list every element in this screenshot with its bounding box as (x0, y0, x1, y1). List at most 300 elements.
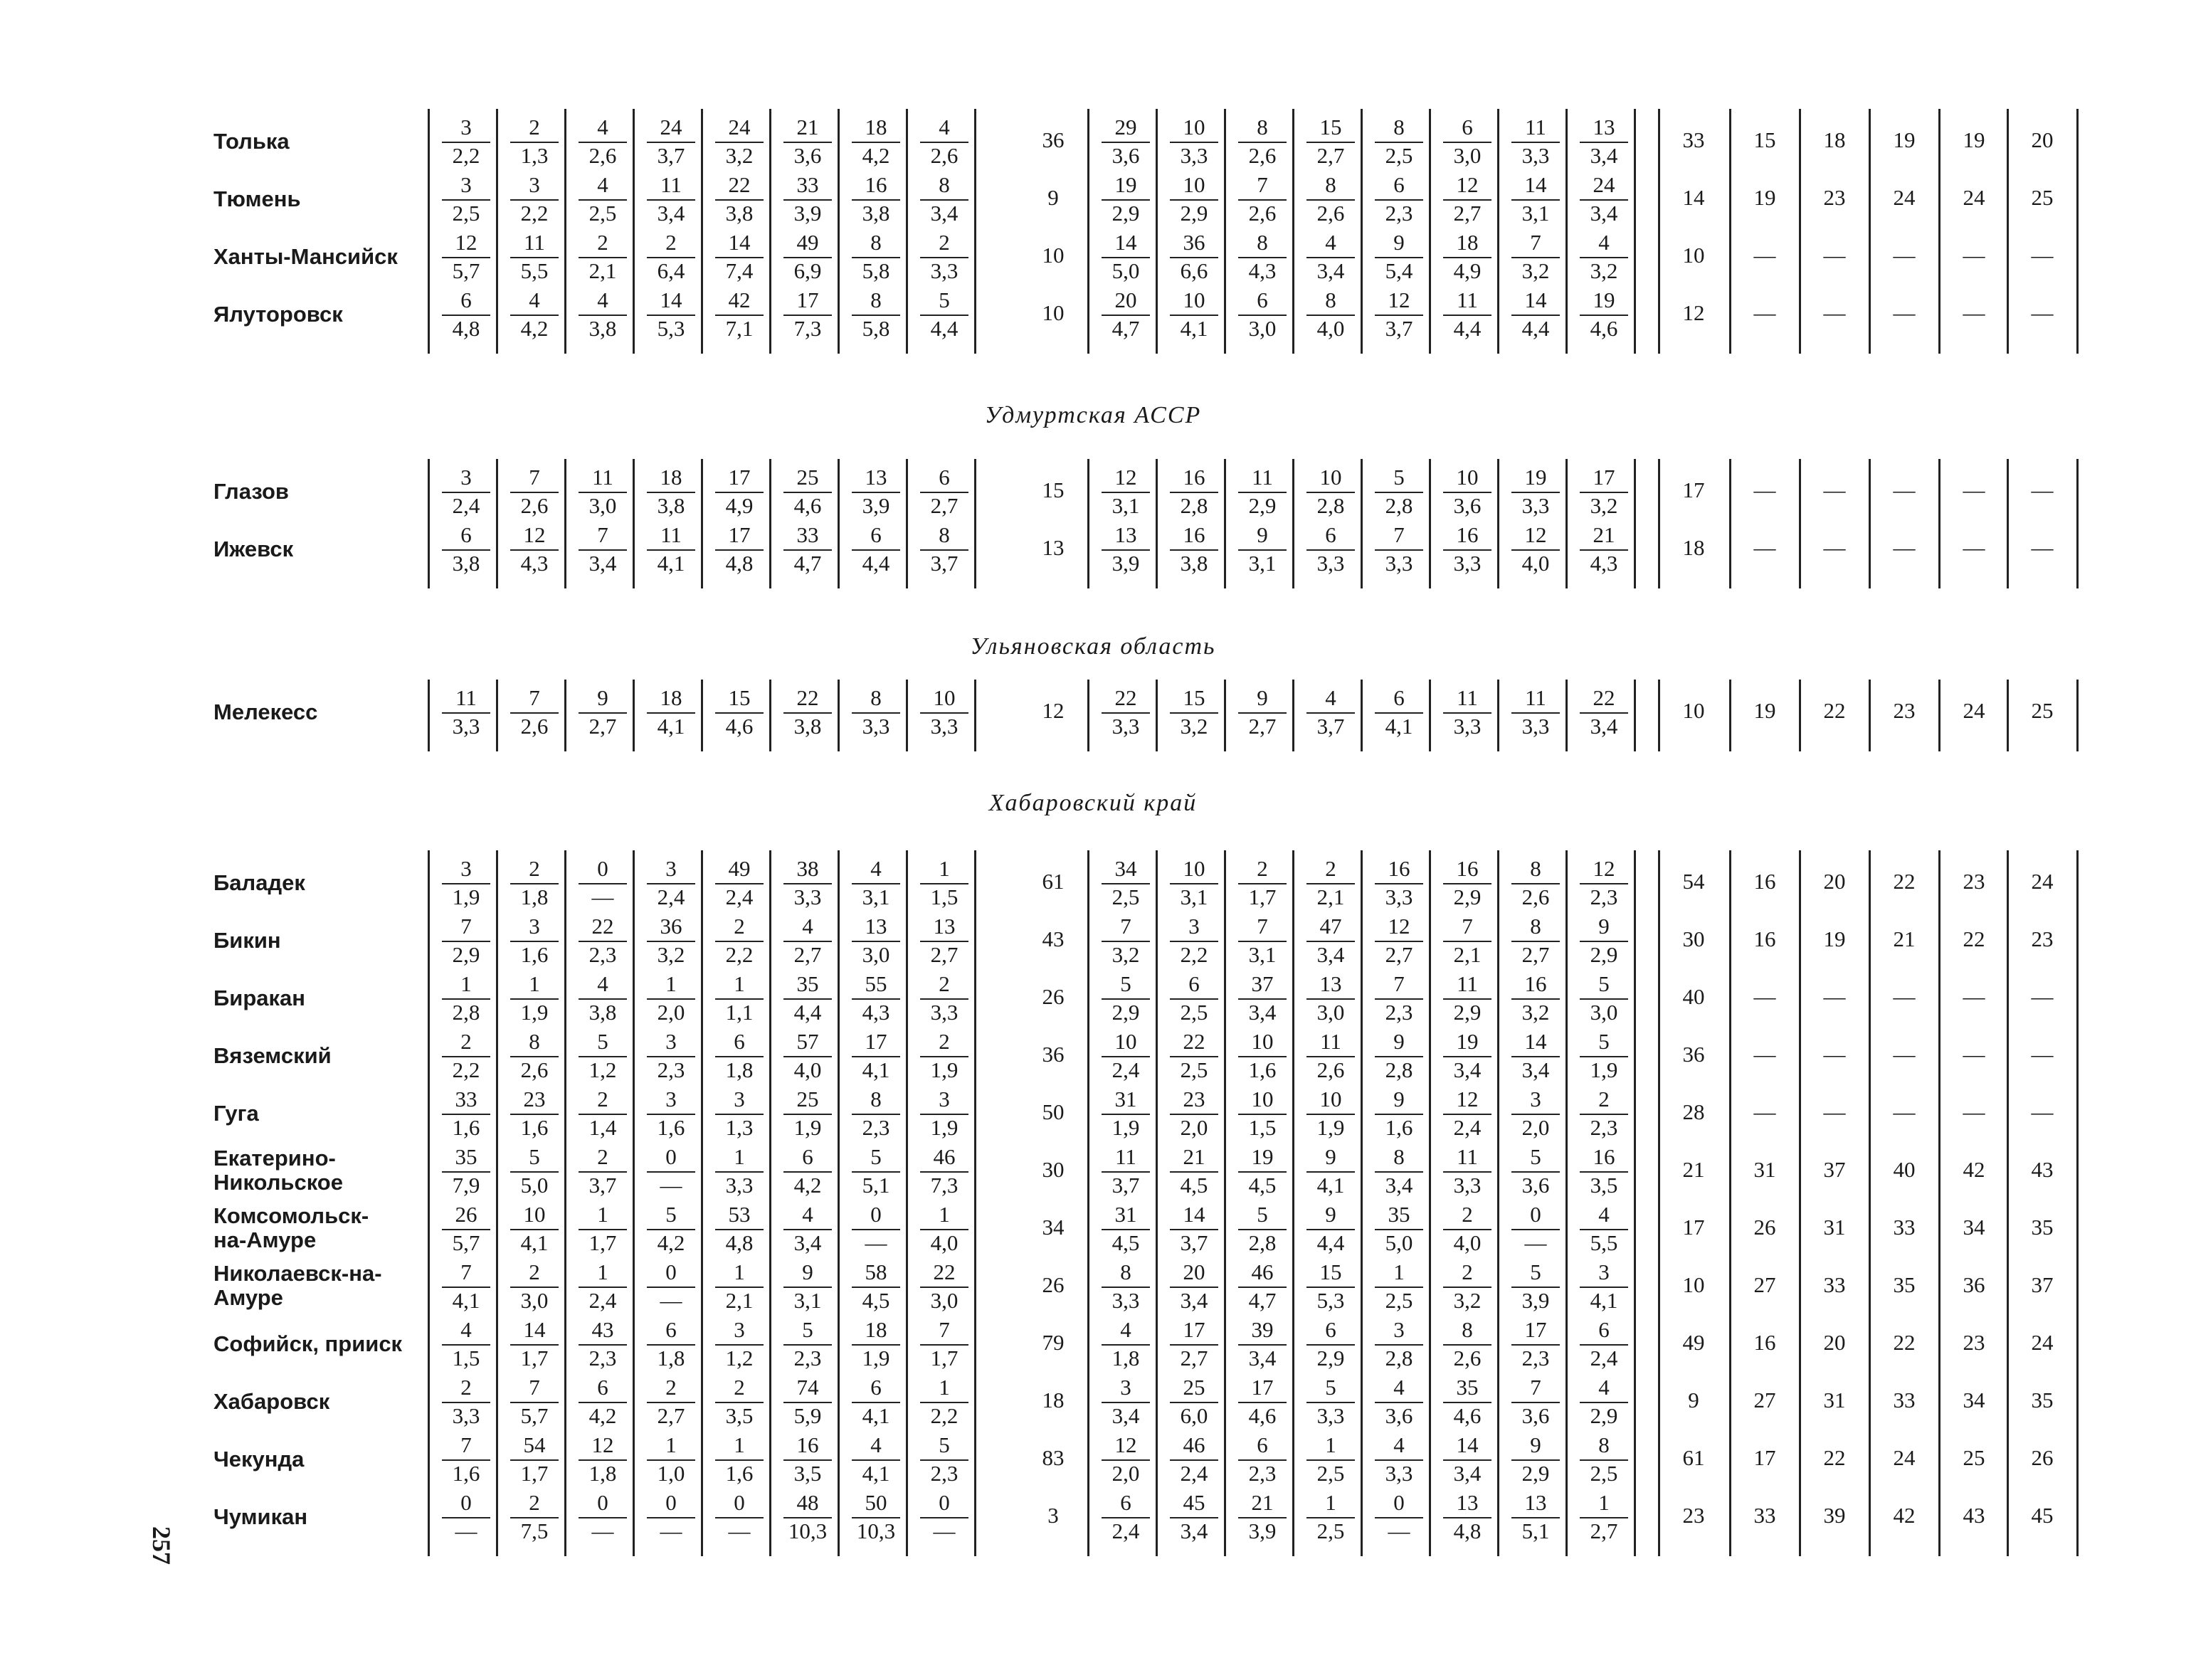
fraction-denominator: 4,5 (1112, 1230, 1140, 1255)
fraction-denominator: 2,7 (1590, 1518, 1618, 1543)
fraction-numerator: 7 (1120, 914, 1131, 939)
fraction-denominator: 1,9 (520, 1000, 549, 1025)
fraction-numerator: 16 (865, 172, 887, 197)
fraction-numerator: 6 (1120, 1490, 1131, 1515)
single-value-cell: 43 (1042, 926, 1065, 951)
fraction-numerator: 6 (1188, 971, 1200, 996)
fraction-denominator: 4,4 (862, 551, 890, 576)
fraction-denominator: 1,9 (1316, 1115, 1345, 1140)
column-rule (1087, 109, 1089, 354)
fraction-denominator: 2,4 (1112, 1057, 1140, 1082)
fraction-numerator: 7 (939, 1317, 950, 1342)
fraction-denominator: 5,7 (452, 258, 480, 283)
fraction-numerator: 12 (1114, 1432, 1137, 1457)
fraction-numerator: 3 (1598, 1259, 1610, 1284)
value-cell: 12 (1682, 300, 1705, 325)
fraction-denominator: 1,9 (793, 1115, 822, 1140)
fraction-denominator: 2,1 (725, 1288, 754, 1313)
fraction-numerator: 58 (865, 1259, 887, 1284)
fraction-numerator: 10 (933, 685, 956, 710)
fraction-numerator: 5 (1325, 1375, 1336, 1400)
value-cell: 20 (1823, 869, 1846, 894)
fraction-numerator: 6 (870, 522, 882, 547)
fraction-denominator: 3,1 (1521, 201, 1550, 226)
fraction-denominator: 3,3 (1521, 143, 1550, 168)
fraction-denominator: 2,4 (725, 884, 754, 909)
fraction-numerator: 7 (1393, 971, 1405, 996)
fraction-denominator: 4,2 (520, 316, 549, 341)
fraction-denominator: 2,6 (1521, 884, 1550, 909)
fraction-denominator: — (660, 1288, 682, 1313)
fraction-numerator: 5 (597, 1029, 608, 1054)
row-label: Хабаровск (213, 1389, 330, 1414)
fraction-numerator: 2 (460, 1029, 472, 1054)
fraction-numerator: 33 (796, 522, 819, 547)
fraction-numerator: 21 (796, 115, 819, 139)
fraction-denominator: 4,3 (520, 551, 549, 576)
fraction-denominator: 1,9 (930, 1057, 959, 1082)
fraction-numerator: 74 (796, 1375, 819, 1400)
fraction-denominator: 1,7 (520, 1461, 549, 1486)
fraction-denominator: 2,5 (1180, 1000, 1208, 1025)
fraction-numerator: 4 (597, 287, 608, 312)
fraction-denominator: 2,7 (1180, 1346, 1208, 1370)
fraction-denominator: 2,6 (1453, 1346, 1482, 1370)
fraction-denominator: 3,6 (1521, 1173, 1550, 1198)
fraction-numerator: 5 (1530, 1259, 1541, 1284)
fraction-denominator: 3,0 (862, 942, 890, 967)
fraction-numerator: 5 (1598, 971, 1610, 996)
fraction-numerator: 2 (1462, 1202, 1473, 1227)
fraction-denominator: 1,2 (725, 1346, 754, 1370)
fraction-denominator: 2,0 (1521, 1115, 1550, 1140)
fraction-numerator: 3 (665, 1087, 677, 1111)
fraction-numerator: 8 (1530, 856, 1541, 881)
value-cell: 16 (1753, 926, 1776, 951)
fraction-numerator: 21 (1251, 1490, 1274, 1515)
fraction-denominator: 2,7 (793, 942, 822, 967)
fraction-denominator: 4,4 (793, 1000, 822, 1025)
fraction-denominator: 2,9 (1590, 942, 1618, 967)
fraction-denominator: 4,3 (1590, 551, 1618, 576)
fraction-numerator: 1 (939, 1375, 950, 1400)
fraction-numerator: 49 (796, 230, 819, 255)
fraction-numerator: 14 (1183, 1202, 1205, 1227)
fraction-numerator: 5 (939, 287, 950, 312)
fraction-numerator: 10 (523, 1202, 546, 1227)
column-rule (1658, 850, 1660, 1556)
fraction-numerator: 5 (870, 1144, 882, 1169)
value-cell: — (1893, 535, 1916, 560)
fraction-numerator: 35 (1456, 1375, 1479, 1400)
fraction-numerator: 6 (597, 1375, 608, 1400)
value-cell: 35 (1893, 1272, 1916, 1297)
fraction-numerator: 25 (1183, 1375, 1205, 1400)
fraction-numerator: 1 (597, 1202, 608, 1227)
fraction-denominator: 4,4 (1316, 1230, 1345, 1255)
fraction-denominator: 2,3 (930, 1461, 959, 1486)
fraction-numerator: 10 (1319, 465, 1342, 490)
fraction-numerator: 57 (796, 1029, 819, 1054)
fraction-denominator: 1,6 (1385, 1115, 1413, 1140)
fraction-numerator: 2 (1325, 856, 1336, 881)
value-cell: 23 (1823, 185, 1846, 210)
fraction-numerator: 13 (1524, 1490, 1547, 1515)
fraction-numerator: 25 (796, 465, 819, 490)
value-cell: 10 (1682, 698, 1705, 723)
fraction-denominator: 1,9 (1590, 1057, 1618, 1082)
fraction-numerator: 2 (665, 1375, 677, 1400)
fraction-numerator: 1 (665, 971, 677, 996)
column-rule (1938, 459, 1941, 588)
fraction-denominator: 2,8 (452, 1000, 480, 1025)
fraction-denominator: 3,7 (1112, 1173, 1140, 1198)
value-cell: 22 (1823, 698, 1846, 723)
value-cell: 24 (2031, 1330, 2054, 1355)
value-cell: — (1823, 1099, 1846, 1124)
fraction-denominator: 2,3 (588, 1346, 617, 1370)
fraction-denominator: 4,8 (1453, 1518, 1482, 1543)
single-value-cell: 9 (1047, 185, 1059, 210)
value-cell: 22 (1893, 869, 1916, 894)
fraction-numerator: 9 (1393, 230, 1405, 255)
fraction-numerator: 4 (1393, 1375, 1405, 1400)
fraction-denominator: 3,4 (1521, 1057, 1550, 1082)
row-label: Баладек (213, 870, 305, 895)
fraction-denominator: 3,3 (930, 1000, 959, 1025)
fraction-denominator: 3,5 (725, 1403, 754, 1428)
fraction-numerator: 4 (1393, 1432, 1405, 1457)
fraction-denominator: 4,3 (1248, 258, 1277, 283)
fraction-numerator: 14 (1456, 1432, 1479, 1457)
fraction-numerator: 9 (1393, 1029, 1405, 1054)
fraction-numerator: 5 (1120, 971, 1131, 996)
fraction-numerator: 17 (728, 522, 751, 547)
fraction-numerator: 1 (597, 1259, 608, 1284)
single-value-cell: 10 (1042, 300, 1065, 325)
fraction-numerator: 4 (870, 1432, 882, 1457)
value-cell: — (1753, 535, 1776, 560)
fraction-denominator: 1,8 (1112, 1346, 1140, 1370)
fraction-denominator: 4,1 (520, 1230, 549, 1255)
single-value-cell: 26 (1042, 1272, 1065, 1297)
single-value-cell: 30 (1042, 1157, 1065, 1182)
fraction-denominator: 1,5 (452, 1346, 480, 1370)
fraction-denominator: 1,6 (1248, 1057, 1277, 1082)
fraction-numerator: 5 (802, 1317, 813, 1342)
fraction-denominator: 3,7 (657, 143, 685, 168)
value-cell: 19 (1753, 185, 1776, 210)
fraction-denominator: 3,4 (1112, 1403, 1140, 1428)
fraction-denominator: 10,3 (788, 1518, 828, 1543)
column-rule (1087, 850, 1089, 1556)
value-cell: 21 (1682, 1157, 1705, 1182)
column-rule (1938, 109, 1941, 354)
fraction-denominator: 1,7 (930, 1346, 959, 1370)
fraction-numerator: 9 (1393, 1087, 1405, 1111)
fraction-denominator: 3,7 (930, 551, 959, 576)
fraction-numerator: 4 (802, 914, 813, 939)
value-cell: 18 (1682, 535, 1705, 560)
fraction-numerator: 2 (460, 1375, 472, 1400)
fraction-denominator: 1,6 (520, 1115, 549, 1140)
fraction-denominator: 4,2 (862, 143, 890, 168)
fraction-denominator: 2,2 (452, 1057, 480, 1082)
fraction-denominator: 4,1 (862, 1461, 890, 1486)
value-cell: — (1823, 535, 1846, 560)
row-label: Ялуторовск (213, 302, 343, 327)
fraction-numerator: 12 (523, 522, 546, 547)
fraction-denominator: 2,4 (1590, 1346, 1618, 1370)
fraction-denominator: 4,1 (862, 1403, 890, 1428)
fraction-numerator: 4 (1325, 685, 1336, 710)
value-cell: 19 (1823, 926, 1846, 951)
fraction-denominator: 1,2 (588, 1057, 617, 1082)
fraction-denominator: 4,5 (862, 1288, 890, 1313)
row-label: Биракан (213, 986, 305, 1010)
fraction-denominator: 2,6 (930, 143, 959, 168)
fraction-numerator: 2 (939, 230, 950, 255)
fraction-numerator: 16 (1456, 522, 1479, 547)
fraction-denominator: 3,4 (588, 551, 617, 576)
value-cell: — (2031, 535, 2054, 560)
fraction-numerator: 3 (460, 115, 472, 139)
value-cell: 23 (1893, 698, 1916, 723)
row-label: Бикин (213, 928, 281, 953)
fraction-numerator: 9 (597, 685, 608, 710)
fraction-denominator: 1,8 (520, 884, 549, 909)
value-cell: 36 (1682, 1042, 1705, 1067)
fraction-numerator: 4 (802, 1202, 813, 1227)
value-cell: 22 (1963, 926, 1985, 951)
column-rule (1869, 109, 1871, 354)
fraction-denominator: 5,3 (657, 316, 685, 341)
value-cell: — (1963, 535, 1985, 560)
fraction-numerator: 33 (455, 1087, 477, 1111)
fraction-denominator: 3,9 (1112, 551, 1140, 576)
fraction-denominator: 2,8 (1180, 493, 1208, 518)
value-cell: — (1823, 984, 1846, 1009)
fraction-denominator: 2,4 (1453, 1115, 1482, 1140)
column-rule (1869, 459, 1871, 588)
fraction-numerator: 47 (1319, 914, 1342, 939)
fraction-denominator: 3,0 (588, 493, 617, 518)
fraction-denominator: — (660, 1173, 682, 1198)
fraction-numerator: 8 (1325, 172, 1336, 197)
fraction-denominator: 4,1 (1316, 1173, 1345, 1198)
value-cell: — (1823, 300, 1846, 325)
value-cell: 20 (1823, 1330, 1846, 1355)
fraction-denominator: 2,0 (657, 1000, 685, 1025)
fraction-numerator: 4 (1325, 230, 1336, 255)
value-cell: 33 (1753, 1503, 1776, 1528)
fraction-denominator: 1,5 (1248, 1115, 1277, 1140)
fraction-denominator: 3,4 (1590, 143, 1618, 168)
fraction-denominator: 4,9 (725, 493, 754, 518)
value-cell: — (2031, 1099, 2054, 1124)
value-cell: 23 (1963, 1330, 1985, 1355)
fraction-numerator: 13 (1456, 1490, 1479, 1515)
row-label: Глазов (213, 479, 289, 504)
fraction-denominator: 2,7 (1316, 143, 1345, 168)
value-cell: — (1753, 984, 1776, 1009)
fraction-denominator: 3,4 (1385, 1173, 1413, 1198)
fraction-numerator: 19 (1251, 1144, 1274, 1169)
fraction-denominator: 4,6 (1453, 1403, 1482, 1428)
fraction-denominator: 3,3 (1385, 551, 1413, 576)
fraction-numerator: 7 (460, 1432, 472, 1457)
column-rule (1799, 459, 1801, 588)
fraction-denominator: — (728, 1518, 751, 1543)
fraction-denominator: 3,2 (1112, 942, 1140, 967)
fraction-denominator: 6,9 (793, 258, 822, 283)
value-cell: 43 (1963, 1503, 1985, 1528)
fraction-numerator: 14 (1114, 230, 1137, 255)
fraction-numerator: 13 (865, 914, 887, 939)
fraction-numerator: 6 (1325, 1317, 1336, 1342)
fraction-denominator: 2,3 (1385, 201, 1413, 226)
fraction-numerator: 6 (734, 1029, 745, 1054)
value-cell: 42 (1893, 1503, 1916, 1528)
value-cell: 16 (1753, 869, 1776, 894)
value-cell: 27 (1753, 1388, 1776, 1412)
value-cell: 22 (1823, 1445, 1846, 1470)
fraction-denominator: 3,8 (862, 201, 890, 226)
fraction-denominator: 3,2 (1521, 1000, 1550, 1025)
fraction-denominator: 3,0 (1590, 1000, 1618, 1025)
fraction-denominator: 1,7 (1248, 884, 1277, 909)
fraction-numerator: 23 (1183, 1087, 1205, 1111)
fraction-numerator: 22 (1593, 685, 1615, 710)
fraction-numerator: 11 (1457, 971, 1478, 996)
fraction-denominator: 2,9 (452, 942, 480, 967)
value-cell: 37 (2031, 1272, 2054, 1297)
value-cell: — (1753, 243, 1776, 268)
fraction-denominator: 2,9 (1521, 1461, 1550, 1486)
fraction-denominator: 4,1 (1385, 714, 1413, 739)
fraction-numerator: 1 (734, 1432, 745, 1457)
fraction-numerator: 11 (1115, 1144, 1136, 1169)
fraction-denominator: 2,8 (1385, 1057, 1413, 1082)
fraction-denominator: 2,5 (1112, 884, 1140, 909)
fraction-denominator: 1,1 (725, 1000, 754, 1025)
fraction-numerator: 2 (529, 115, 540, 139)
fraction-denominator: 4,3 (862, 1000, 890, 1025)
fraction-denominator: 2,8 (1385, 1346, 1413, 1370)
fraction-denominator: 2,7 (1248, 714, 1277, 739)
fraction-numerator: 11 (455, 685, 477, 710)
fraction-numerator: 6 (665, 1317, 677, 1342)
value-cell: — (1963, 477, 1985, 502)
value-cell: — (2031, 243, 2054, 268)
fraction-numerator: 7 (529, 1375, 540, 1400)
fraction-numerator: 6 (1325, 522, 1336, 547)
fraction-denominator: 1,7 (588, 1230, 617, 1255)
value-cell: — (2031, 1042, 2054, 1067)
fraction-denominator: — (591, 884, 614, 909)
fraction-denominator: 2,1 (588, 258, 617, 283)
fraction-numerator: 2 (665, 230, 677, 255)
fraction-denominator: 2,7 (657, 1403, 685, 1428)
fraction-numerator: 29 (1114, 115, 1137, 139)
column-rule (1869, 850, 1871, 1556)
fraction-numerator: 7 (460, 1259, 472, 1284)
value-cell: 35 (2031, 1388, 2054, 1412)
fraction-denominator: 5,9 (793, 1403, 822, 1428)
fraction-denominator: 2,6 (588, 143, 617, 168)
fraction-numerator: 13 (1593, 115, 1615, 139)
fraction-denominator: 2,5 (1180, 1057, 1208, 1082)
fraction-numerator: 22 (1183, 1029, 1205, 1054)
fraction-numerator: 7 (597, 522, 608, 547)
fraction-denominator: 1,8 (725, 1057, 754, 1082)
value-cell: 17 (1753, 1445, 1776, 1470)
fraction-denominator: 3,3 (1180, 143, 1208, 168)
fraction-numerator: 7 (529, 465, 540, 490)
fraction-numerator: 10 (1183, 856, 1205, 881)
fraction-denominator: 3,7 (1180, 1230, 1208, 1255)
fraction-numerator: 8 (1393, 1144, 1405, 1169)
fraction-numerator: 0 (665, 1259, 677, 1284)
value-cell: 24 (1963, 185, 1985, 210)
fraction-numerator: 4 (460, 1317, 472, 1342)
column-rule (428, 850, 430, 1556)
column-rule (1938, 850, 1941, 1556)
fraction-numerator: 0 (665, 1490, 677, 1515)
value-cell: 35 (2031, 1215, 2054, 1240)
value-cell: 36 (1963, 1272, 1985, 1297)
fraction-numerator: 22 (933, 1259, 956, 1284)
fraction-denominator: 2,7 (1521, 942, 1550, 967)
fraction-numerator: 1 (939, 856, 950, 881)
fraction-numerator: 10 (1183, 287, 1205, 312)
fraction-denominator: 3,4 (1180, 1288, 1208, 1313)
fraction-numerator: 8 (939, 522, 950, 547)
fraction-numerator: 4 (529, 287, 540, 312)
fraction-numerator: 11 (1457, 685, 1478, 710)
fraction-numerator: 49 (728, 856, 751, 881)
fraction-numerator: 0 (597, 1490, 608, 1515)
fraction-numerator: 8 (870, 685, 882, 710)
single-value-cell: 15 (1042, 477, 1065, 502)
fraction-numerator: 2 (597, 1087, 608, 1111)
fraction-denominator: 3,9 (793, 201, 822, 226)
fraction-numerator: 7 (1257, 914, 1268, 939)
fraction-denominator: 5,1 (1521, 1518, 1550, 1543)
fraction-numerator: 48 (796, 1490, 819, 1515)
value-cell: 25 (2031, 698, 2054, 723)
fraction-numerator: 0 (734, 1490, 745, 1515)
fraction-numerator: 24 (1593, 172, 1615, 197)
fraction-numerator: 0 (665, 1144, 677, 1169)
row-label: Екатерино- Никольское (213, 1146, 343, 1195)
value-cell: 26 (1753, 1215, 1776, 1240)
fraction-denominator: 4,0 (1316, 316, 1345, 341)
fraction-numerator: 1 (460, 971, 472, 996)
fraction-denominator: 2,0 (1112, 1461, 1140, 1486)
fraction-numerator: 3 (939, 1087, 950, 1111)
fraction-numerator: 5 (1257, 1202, 1268, 1227)
fraction-denominator: 10,3 (856, 1518, 896, 1543)
value-cell: — (1753, 300, 1776, 325)
fraction-denominator: 3,4 (1248, 1346, 1277, 1370)
fraction-numerator: 16 (1593, 1144, 1615, 1169)
fraction-numerator: 3 (1393, 1317, 1405, 1342)
fraction-numerator: 3 (665, 1029, 677, 1054)
fraction-denominator: 3,3 (1521, 714, 1550, 739)
fraction-denominator: 2,1 (1453, 942, 1482, 967)
fraction-numerator: 36 (1183, 230, 1205, 255)
